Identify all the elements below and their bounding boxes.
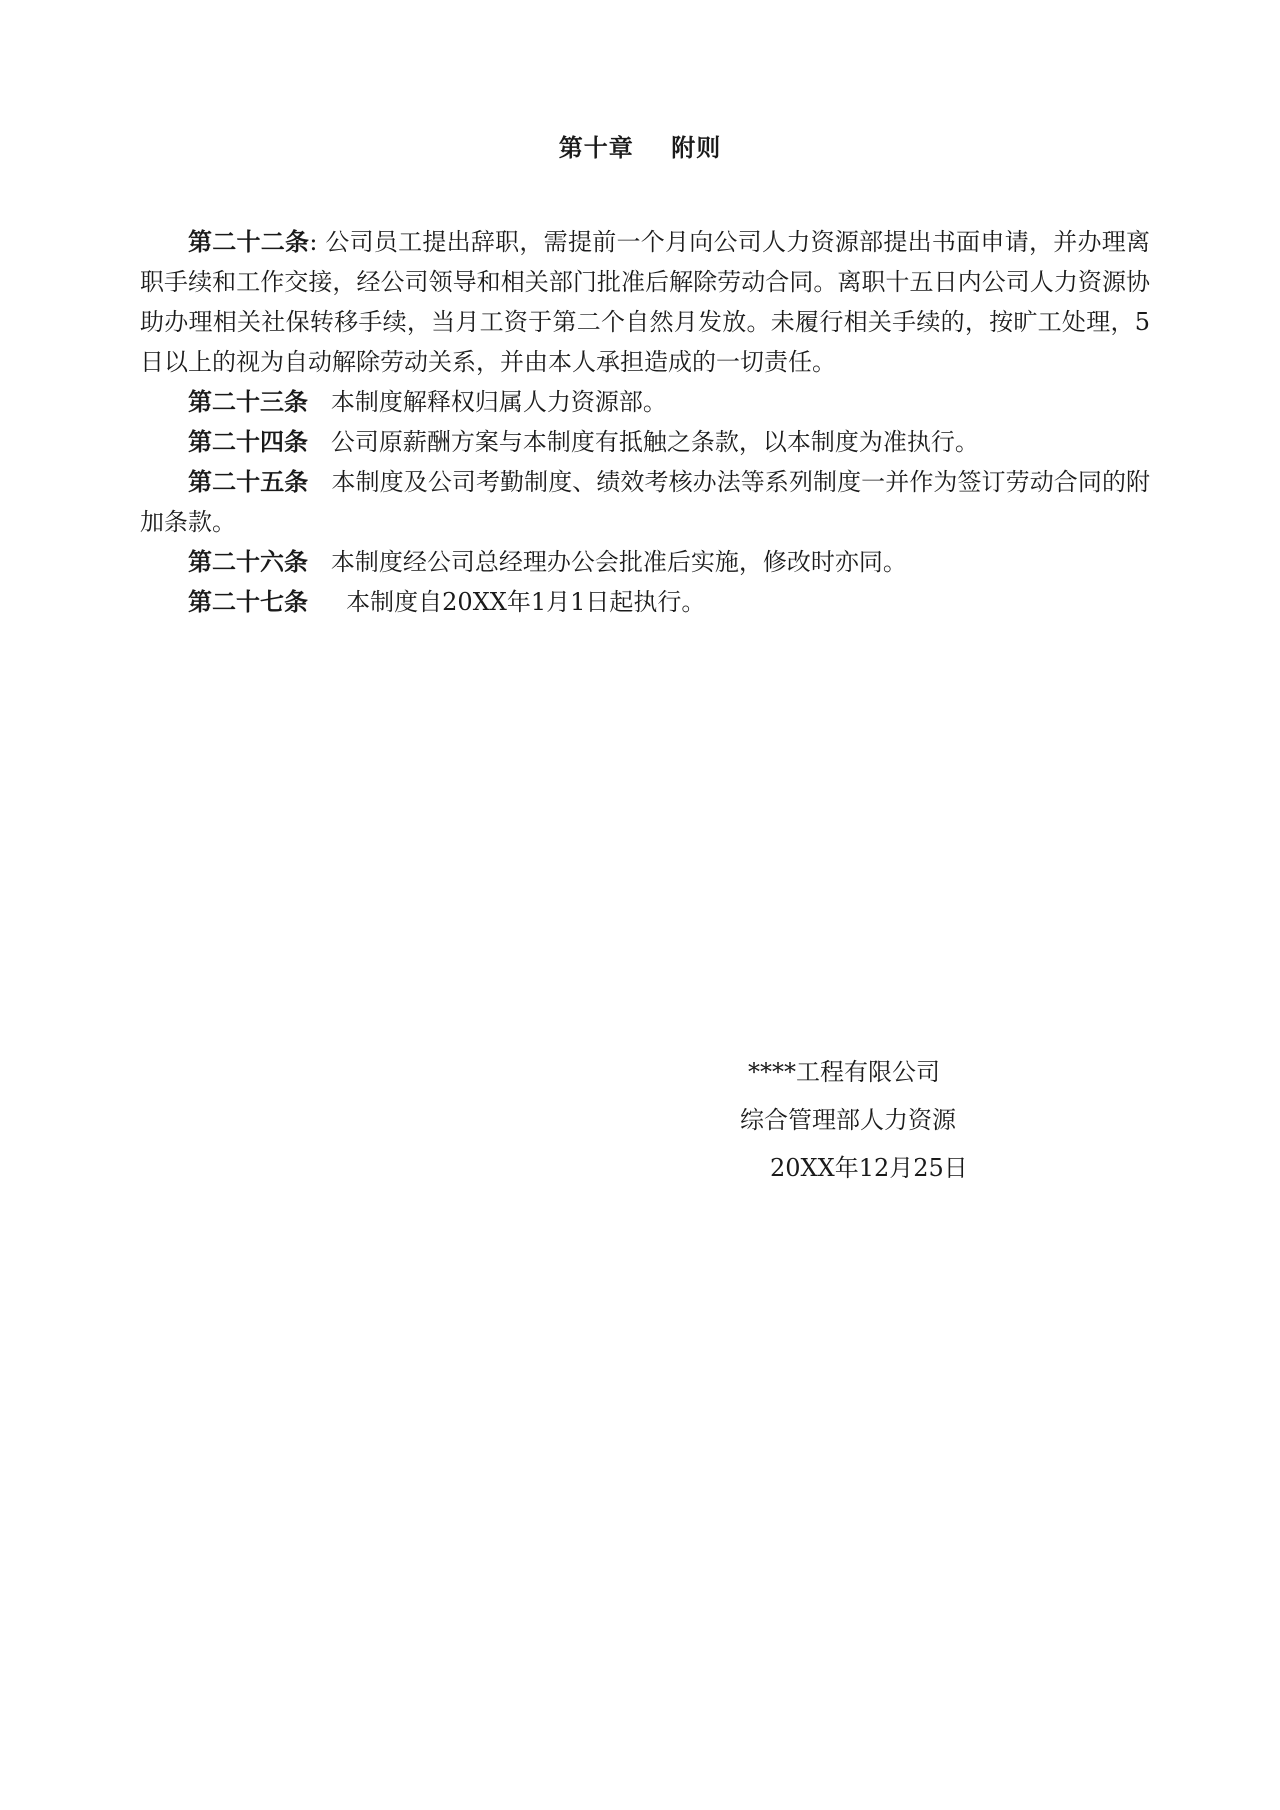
article-25 bbox=[140, 462, 1150, 542]
article-separator: : bbox=[309, 228, 326, 256]
article-23 bbox=[140, 382, 1150, 422]
article-number: 第二十七条 bbox=[188, 587, 308, 616]
signature-date: 20XX年12月25日 bbox=[770, 1154, 968, 1182]
article-separator bbox=[308, 428, 331, 456]
articles-body bbox=[140, 222, 1150, 622]
article-separator bbox=[308, 588, 346, 616]
article-24 bbox=[140, 422, 1150, 462]
article-separator bbox=[308, 388, 331, 416]
signature-company: ****工程有限公司 bbox=[748, 1058, 940, 1086]
signature-department: 综合管理部人力资源 bbox=[740, 1106, 956, 1134]
article-separator bbox=[308, 548, 331, 576]
article-separator bbox=[308, 468, 331, 496]
article-number: 第二十六条 bbox=[188, 547, 308, 576]
chapter-title: 第十章 附则 bbox=[558, 133, 722, 162]
article-text: 公司原薪酬方案与本制度有抵触之条款，以本制度为准执行。 bbox=[330, 428, 979, 456]
article-text: 公司员工提出辞职，需提前一个月向公司人力资源部提出书面申请，并办理离职手续和工作交接，经公司领导和相关部门批准后解除劳动合同。离职十五日内公司人力资源协助办理相关社保转移手续，当月工资于第二个自然月发放。未履行相关手续的，按旷工处理，5日以上的视为自动解除劳动关系，并由本人承担造成的一切责任。 bbox=[140, 228, 1151, 376]
article-text: 本制度经公司总经理办公会批准后实施，修改时亦同。 bbox=[330, 548, 907, 576]
article-number: 第二十二条 bbox=[188, 227, 310, 256]
article-number: 第二十五条 bbox=[188, 467, 309, 496]
article-text: 本制度自20XX年1月1日起执行。 bbox=[346, 588, 706, 616]
article-22 bbox=[140, 222, 1150, 382]
article-number: 第二十四条 bbox=[188, 427, 308, 456]
article-26 bbox=[140, 542, 1150, 582]
article-number: 第二十三条 bbox=[188, 387, 308, 416]
signature-block bbox=[740, 1048, 968, 1192]
article-text: 本制度解释权归属人力资源部。 bbox=[330, 388, 667, 416]
article-text: 本制度及公司考勤制度、绩效考核办法等系列制度一并作为签订劳动合同的附加条款。 bbox=[140, 468, 1151, 536]
article-27 bbox=[140, 582, 1150, 622]
